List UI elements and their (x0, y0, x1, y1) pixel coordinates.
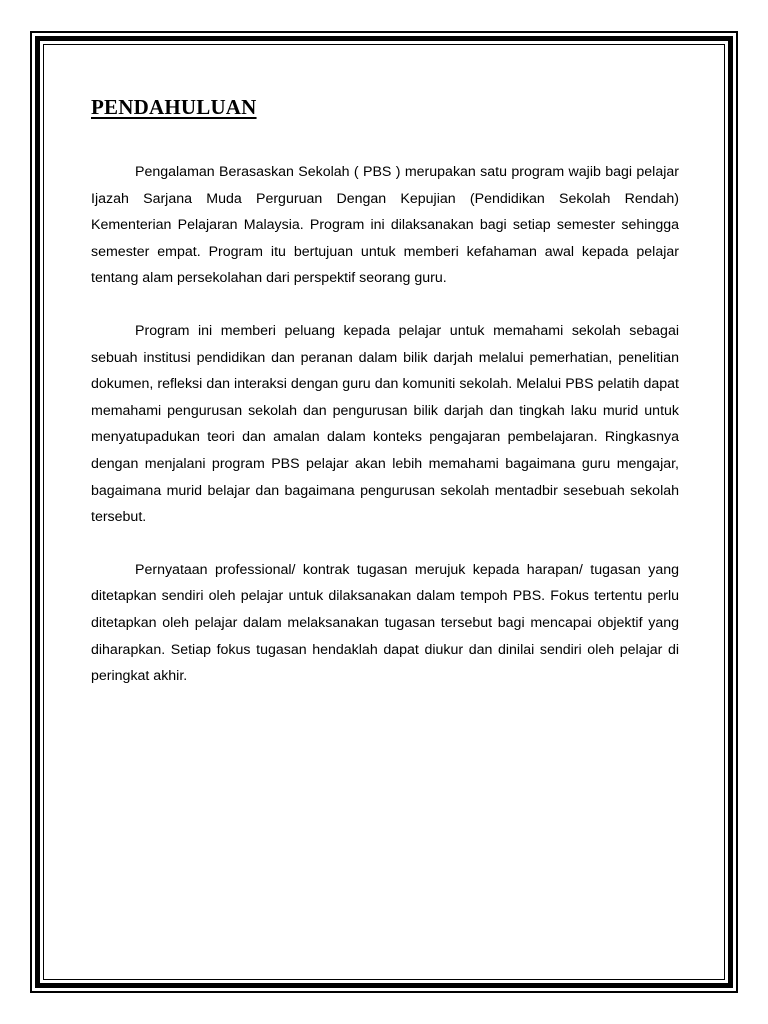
document-title: PENDAHULUAN (91, 95, 257, 119)
paragraph-1: Pengalaman Berasaskan Sekolah ( PBS ) merupakan satu program wajib bagi pelajar Ijazah Sarjana Muda Perguruan Dengan Kepujian (Pendidikan Sekolah Rendah) Kementerian Pelajaran Malaysia. Program ini dilaksanakan bagi setiap semester sehingga semester empat. Program itu bertujuan untuk memberi kefahaman awal kepada pelajar tentang alam persekolahan dari perspektif seorang guru. (91, 164, 679, 287)
paragraph-3: Pernyataan professional/ kontrak tugasan merujuk kepada harapan/ tugasan yang ditetapkan sendiri oleh pelajar untuk dilaksanakan dalam tempoh PBS. Fokus tertentu perlu ditetapkan oleh pelajar dalam melaksanakan tugasan tersebut bagi mencapai objektif yang diharapkan. Setiap fokus tugasan hendaklah dapat diukur dan dinilai sendiri oleh pelajar di peringkat akhir. (91, 561, 679, 685)
document-body (91, 92, 679, 690)
paragraph-2: Program ini memberi peluang kepada pelajar untuk memahami sekolah sebagai sebuah institusi pendidikan dan peranan dalam bilik darjah melalui pemerhatian, penelitian dokumen, refleksi dan interaksi dengan guru dan komuniti sekolah. Melalui PBS pelatih dapat memahami pengurusan sekolah dan pengurusan bilik darjah dan tingkah laku murid untuk menyatupadukan teori dan amalan dalam konteks pengajaran pembelajaran. Ringkasnya dengan menjalani program PBS pelajar akan lebih memahami bagaimana guru mengajar, bagaimana murid belajar dan bagaimana pengurusan sekolah mentadbir sesebuah sekolah tersebut. (91, 322, 679, 526)
